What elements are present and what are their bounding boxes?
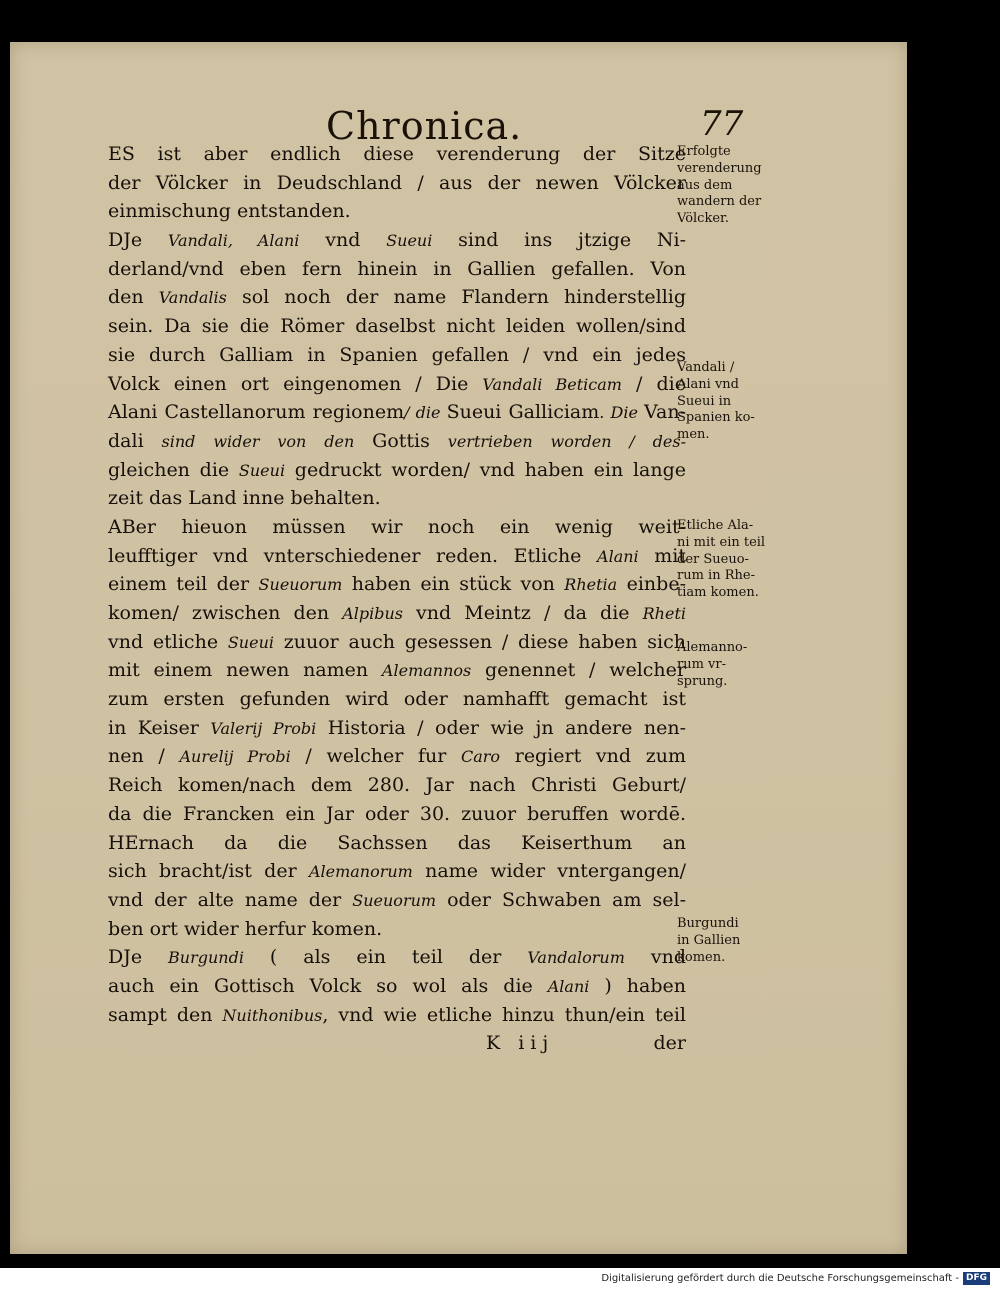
text-run: ES ist aber endlich diese verenderung der Sitze <box>108 143 686 165</box>
text-line <box>108 542 686 571</box>
text-line <box>108 570 686 599</box>
text-line <box>108 1029 686 1058</box>
latin-term: Sueui <box>227 632 274 652</box>
marginal-line: der Sueuo- <box>677 551 749 567</box>
latin-term: vertrieben worden / des- <box>429 431 687 451</box>
latin-term: Sueuorum <box>352 890 437 910</box>
text-run: vnd etliche <box>108 630 228 653</box>
latin-term: Alani <box>597 546 639 566</box>
marginal-line: ni mit ein teil <box>677 534 766 550</box>
text-run: einem teil der <box>108 573 259 596</box>
marginal-line: aus dem <box>677 177 733 193</box>
marginal-note <box>677 360 797 444</box>
marginal-line: komen. <box>677 949 726 965</box>
text-run: sol noch der name Flandern hinderstellig <box>226 286 687 309</box>
text-run: sampt den <box>108 1003 223 1026</box>
text-run: DJe <box>108 946 169 969</box>
text-run: Sueui Galliciam <box>446 401 600 424</box>
text-line <box>108 943 686 972</box>
running-title: Chronica. <box>326 104 523 148</box>
text-run: HErnach da die Sachssen das Keiserthum an <box>108 831 686 854</box>
text-run: ben ort wider herfur komen. <box>108 917 383 940</box>
text-run: Volck einen ort eingenomen / Die <box>108 372 483 395</box>
text-run: Reich komen/nach dem 280. Jar nach Christi Geburt/ <box>108 774 686 797</box>
marginal-note <box>677 640 797 690</box>
text-run: , vnd wie etliche hinzu thun/ein teil <box>322 1003 686 1026</box>
latin-term: Valerij Probi <box>210 718 317 738</box>
text-line <box>108 226 686 255</box>
latin-term: Vandalorum <box>527 948 625 968</box>
text-line <box>108 599 686 628</box>
text-line <box>108 513 686 542</box>
text-line <box>108 685 686 714</box>
text-run: derland/vnd eben fern hinein in Gallien gefallen. Von <box>108 257 686 280</box>
text-run: genennet / welcher <box>471 659 686 682</box>
marginal-line: verenderung <box>677 160 762 176</box>
marginal-line: sprung. <box>677 673 728 689</box>
text-line <box>108 972 686 1001</box>
text-run: Historia / oder wie jn andere nen- <box>316 716 686 739</box>
text-run: ( als ein teil der <box>243 946 528 969</box>
text-line <box>108 283 686 312</box>
dfg-logo: DFG <box>963 1272 990 1285</box>
body-text <box>108 140 686 1058</box>
text-line <box>108 140 686 169</box>
text-run: vnd <box>624 946 686 969</box>
text-line <box>108 656 686 685</box>
text-run: haben ein stück von <box>342 573 565 596</box>
marginal-line: rum vr- <box>677 656 726 672</box>
latin-term: Alemannos <box>381 661 472 681</box>
text-line <box>108 484 686 513</box>
text-run: mit einem newen namen <box>108 659 382 682</box>
latin-term: Sueui <box>386 231 433 251</box>
footer-credit <box>0 1271 990 1287</box>
text-run: Van- <box>644 401 687 424</box>
footer-text: Digitalisierung gefördert durch die Deutsche Forschungsgemeinschaft - <box>601 1273 959 1284</box>
marginal-line: Sueui in <box>677 393 732 409</box>
text-run: den <box>108 286 159 309</box>
text-run: zuuor auch gesessen / diese haben sich <box>273 630 686 653</box>
marginal-note <box>677 518 797 602</box>
text-line <box>108 742 686 771</box>
marginal-note <box>677 144 797 228</box>
text-line <box>108 771 686 800</box>
text-run: oder Schwaben am sel- <box>436 888 686 911</box>
text-run: zeit das Land inne behalten. <box>108 487 381 510</box>
signature-mark: K iij <box>486 1032 555 1055</box>
text-run: gedruckt worden/ vnd haben ein lange <box>285 458 686 481</box>
text-run: vnd <box>299 229 387 252</box>
text-run: der Völcker in Deudschland / aus der newen Völcker <box>108 171 686 194</box>
marginal-note <box>677 916 797 966</box>
text-run: einbe- <box>617 573 686 596</box>
marginal-line: Völcker. <box>677 211 729 227</box>
text-run: gleichen die <box>108 458 239 481</box>
text-line <box>108 800 686 829</box>
latin-term: Nuithonibus <box>222 1005 323 1025</box>
text-line <box>108 197 686 226</box>
text-line <box>108 370 686 399</box>
latin-term: Vandalis <box>158 288 227 308</box>
text-line <box>108 398 686 427</box>
text-run: / die <box>621 372 686 395</box>
text-run: leufftiger vnd vnterschiedener reden. Etliche <box>108 544 598 567</box>
text-run: nen / <box>108 745 180 768</box>
marginal-line: Vandali / <box>677 360 735 375</box>
text-run: zum ersten gefunden wird oder namhafft gemacht ist <box>108 688 686 711</box>
page-number: 77 <box>700 104 744 144</box>
text-line <box>108 427 686 456</box>
latin-term: Alemanorum <box>308 862 413 882</box>
text-run: auch ein Gottisch Volck so wol als die <box>108 974 548 997</box>
latin-term: Alani <box>547 976 590 996</box>
text-line <box>108 829 686 858</box>
text-run: ) haben <box>589 974 686 997</box>
text-run: Alani Castellanorum regionem <box>108 401 405 424</box>
latin-term: sind wider von den <box>143 431 373 451</box>
text-run: Gottis <box>372 429 430 452</box>
text-run: in Keiser <box>108 716 211 739</box>
marginal-line: tiam komen. <box>677 585 759 601</box>
text-run: sind ins jtzige Ni- <box>432 229 687 252</box>
text-run: da die Francken ein Jar oder 30. zuuor beruffen wordē. <box>108 802 686 825</box>
latin-term: / die <box>404 403 447 423</box>
text-run: ABer hieuon müssen wir noch ein wenig weit- <box>108 515 686 538</box>
marginal-line: Etliche Ala- <box>677 518 754 533</box>
latin-term: Sueui <box>238 460 286 480</box>
latin-term: Vandali, Alani <box>167 231 300 251</box>
text-run: mit <box>638 544 686 567</box>
text-run: name wider vntergangen/ <box>412 860 687 883</box>
text-line <box>108 456 686 485</box>
text-line <box>108 1001 686 1030</box>
text-run: DJe <box>108 229 168 252</box>
text-line <box>108 628 686 657</box>
marginal-line: wandern der <box>677 194 762 210</box>
text-line <box>108 169 686 198</box>
catchword: der <box>653 1032 686 1055</box>
latin-term: . Die <box>599 403 645 423</box>
latin-term: Vandali Beticam <box>482 374 622 394</box>
text-run: komen/ zwischen den <box>108 602 343 624</box>
latin-term: Rheti <box>642 604 686 623</box>
text-line <box>108 341 686 370</box>
marginal-line: Spanien ko- <box>677 410 755 426</box>
marginal-line: in Gallien <box>677 932 741 948</box>
text-run: sie durch Galliam in Spanien gefallen / vnd ein jedes <box>108 343 686 366</box>
text-line <box>108 255 686 284</box>
text-run: / welcher fur <box>290 745 461 768</box>
marginal-line: Burgundi <box>677 916 739 931</box>
text-line <box>108 714 686 743</box>
marginal-line: rum in Rhe- <box>677 568 755 584</box>
marginal-line: Erfolgte <box>677 144 731 159</box>
book-page <box>10 42 907 1254</box>
text-line <box>108 915 686 944</box>
text-run: vnd der alte name der <box>108 888 353 911</box>
text-line <box>108 312 686 341</box>
latin-term: Burgundi <box>168 948 244 968</box>
text-run: dali <box>108 429 144 452</box>
latin-term: Sueuorum <box>258 575 343 595</box>
marginal-line: Alemanno- <box>677 640 748 655</box>
text-run: vnd Meintz / da die <box>402 602 643 624</box>
text-run: sich bracht/ist der <box>108 860 309 883</box>
latin-term: Rhetia <box>564 575 618 595</box>
text-run: sein. Da sie die Römer daselbst nicht leiden wollen/sind <box>108 315 686 338</box>
latin-term: Caro <box>461 747 501 767</box>
latin-term: Alpibus <box>342 604 403 623</box>
text-line <box>108 857 686 886</box>
text-run: einmischung entstanden. <box>108 200 351 223</box>
text-line <box>108 886 686 915</box>
marginal-line: Alani vnd <box>677 376 739 392</box>
text-run: regiert vnd zum <box>500 745 686 768</box>
marginal-line: men. <box>677 427 710 443</box>
latin-term: Aurelij Probi <box>179 747 291 767</box>
